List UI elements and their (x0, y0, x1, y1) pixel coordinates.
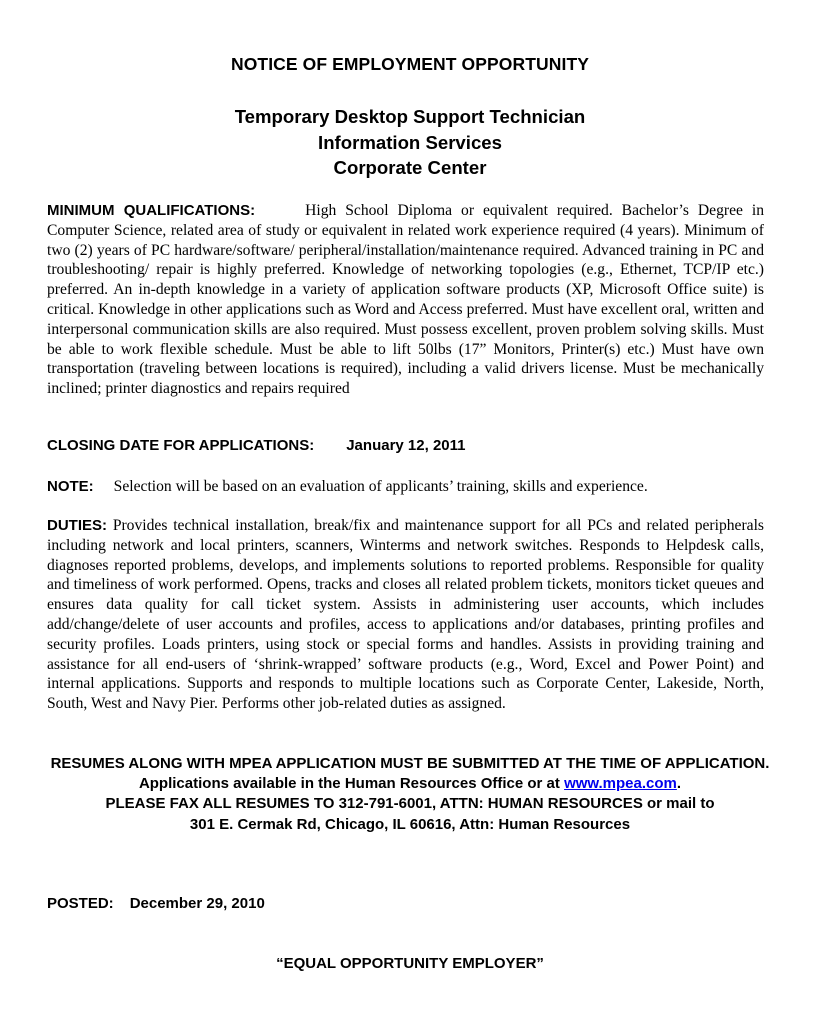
duties-section (47, 516, 764, 714)
closing-label: CLOSING DATE FOR APPLICATIONS: (47, 437, 315, 454)
location-name: Corporate Center (333, 157, 487, 178)
note-text: Selection will be based on an evaluation of applicants’ training, skills and experience. (113, 478, 648, 495)
duties-label: DUTIES: (47, 517, 107, 534)
mpea-website-link[interactable]: www.mpea.com (564, 775, 677, 793)
qualifications-section (47, 201, 764, 399)
submission-requirement: RESUMES ALONG WITH MPEA APPLICATION MUST BE SUBMITTED AT THE TIME OF APPLICATION. (50, 755, 770, 772)
posted-label: POSTED: (47, 895, 114, 912)
posted-row (47, 895, 265, 912)
department-name: Information Services (318, 131, 502, 153)
job-heading (0, 104, 820, 181)
submission-section (40, 754, 780, 835)
position-title: Temporary Desktop Support Technician (234, 106, 586, 127)
mailing-address: 301 E. Cermak Rd, Chicago, IL 60616, Attn: Human Resources (189, 815, 631, 833)
note-row (47, 478, 648, 496)
qualifications-text: High School Diploma or equivalent required. Bachelor’s Degree in Computer Science, related area of study or equivalent in related work experience required (4 years). Minimum of two (2) years of PC hardware/software/ peripheral/installation/maintenance required. Advanced training in PC and troubleshooting/ repair is highly preferred. Knowledge of networking topologies (e.g., Ethernet, TCP/IP etc.) preferred. An in-depth knowledge in a variety of application software products (XP, Microsoft Office suite) is critical. Knowledge in other applications such as Word and Access preferred. Must have excellent oral, written and interpersonal communication skills are also required. Must possess excellent, proven problem solving skills. Must be able to work flexible schedule. Must be able to lift 50lbs (17” Monitors, Printer(s) etc.) Must have own transportation (traveling between locations is required), including a valid drivers license. Must be mechanically inclined; printer diagnostics and repairs required (47, 202, 764, 398)
fax-instructions: PLEASE FAX ALL RESUMES TO 312-791-6001, ATTN: HUMAN RESOURCES or mail to (105, 795, 715, 813)
notice-title: NOTICE OF EMPLOYMENT OPPORTUNITY (230, 54, 590, 74)
note-label: NOTE: (47, 478, 94, 495)
closing-date-row (47, 437, 465, 454)
qualifications-label: MINIMUM QUALIFICATIONS: (47, 202, 256, 219)
posted-date: December 29, 2010 (129, 895, 265, 912)
duties-text: Provides technical installation, break/fix and maintenance support for all PCs and related peripherals including network and local printers, scanners, Winterms and network switches. Responds to Helpdesk calls, diagnoses reported problems, develops, and implements solutions to reported problems. Responsible for quality and timeliness of work performed. Opens, tracks and closes all related problem tickets, monitors ticket queues and ensures data quality for call ticket system. Assists in administering user accounts, which includes add/change/delete of user accounts and profiles, access to applications and/or databases, printing profiles and security profiles. Loads printers, using stock or special forms and handles. Assists in providing training and assistance for all end-users of ‘shrink-wrapped’ software products (e.g., Word, Excel and Power Point) and internal applications. Supports and responds to multiple locations such as Corporate Center, Lakeside, North, South, West and Navy Pier. Performs other job-related duties as assigned. (47, 517, 764, 713)
closing-date: January 12, 2011 (346, 437, 466, 454)
equal-opportunity-statement: “EQUAL OPPORTUNITY EMPLOYER” (276, 955, 544, 972)
applications-availability: Applications available in the Human Resources Office or at www.mpea.com. (138, 775, 682, 793)
